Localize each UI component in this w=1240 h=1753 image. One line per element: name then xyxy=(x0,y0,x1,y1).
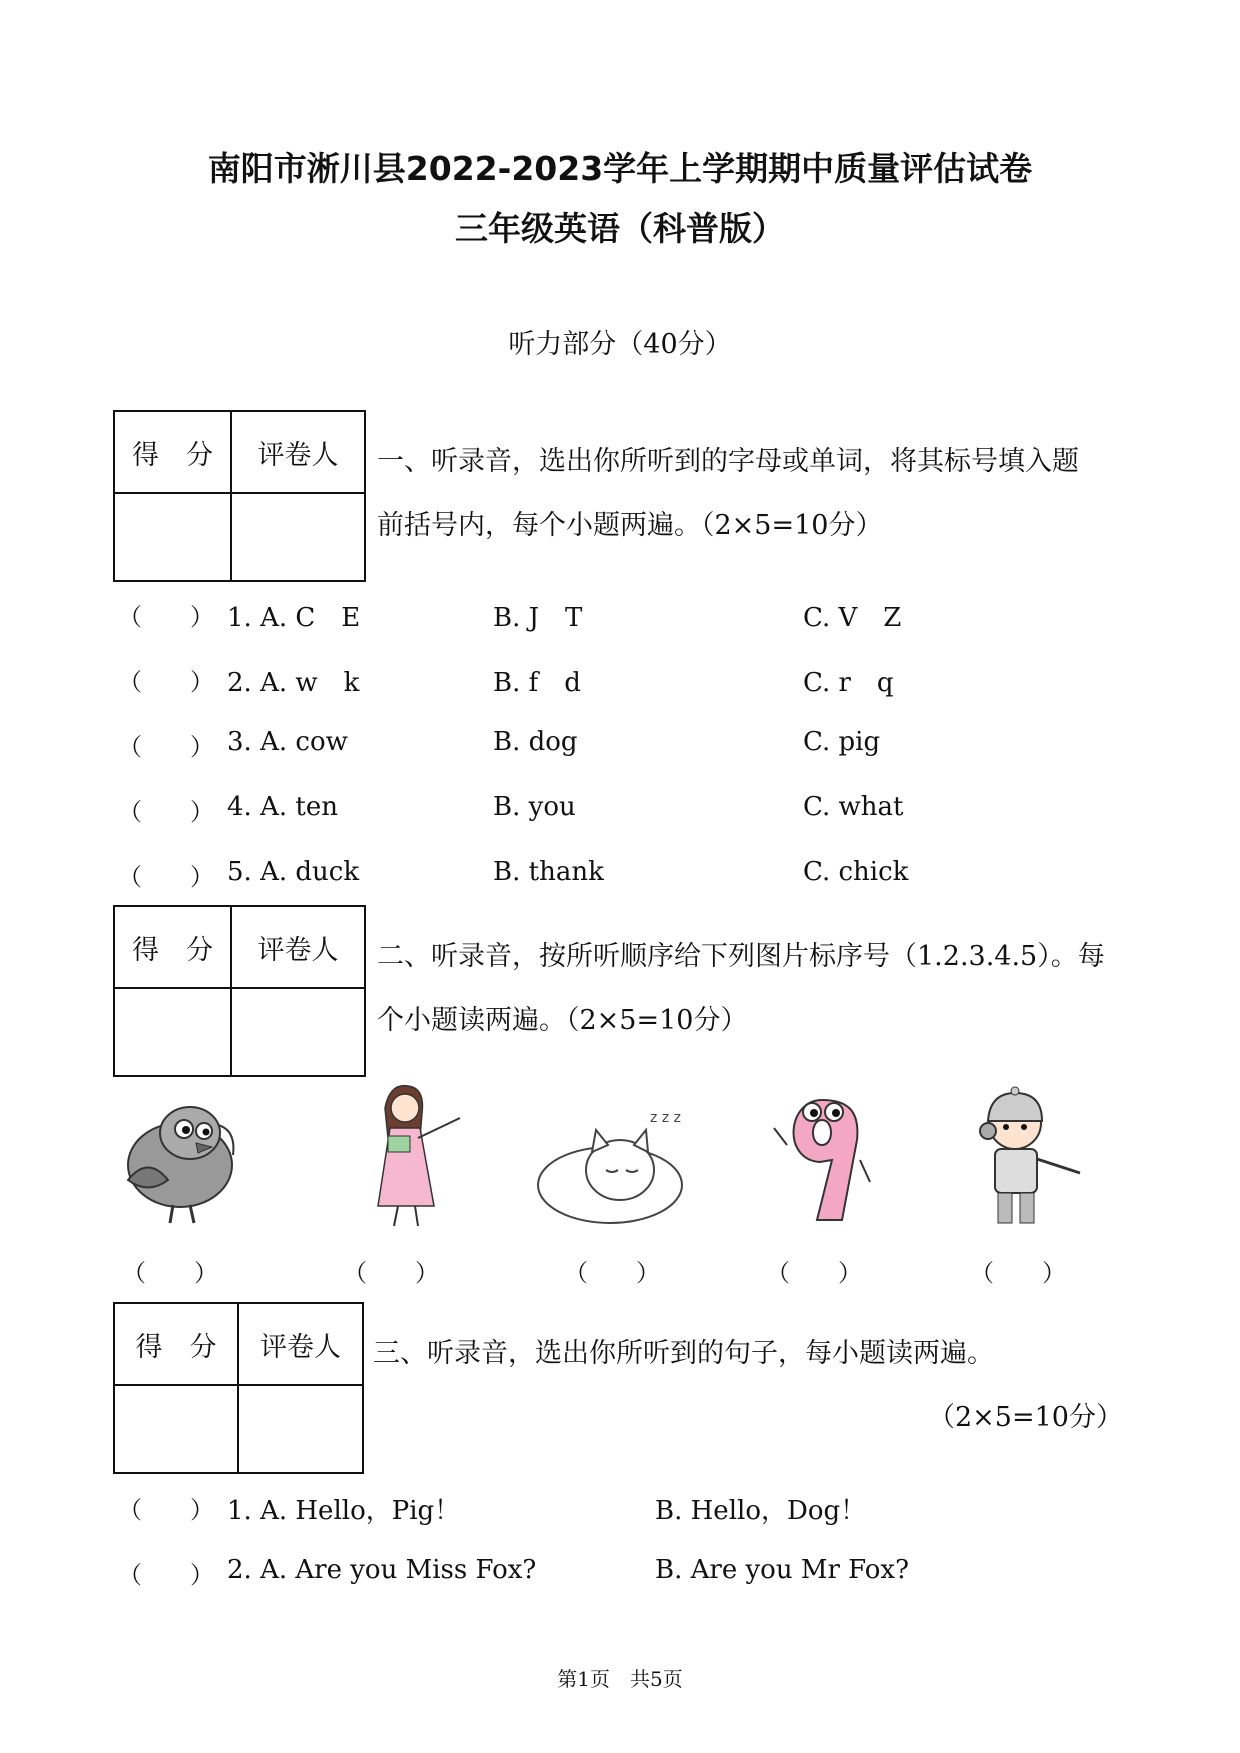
score-label: 得 分 xyxy=(114,906,231,988)
grader-label: 评卷人 xyxy=(238,1303,363,1385)
option-a: 3. A. cow xyxy=(227,727,348,757)
score-box-part2 xyxy=(113,905,366,1077)
answer-paren[interactable]: （ ） xyxy=(118,733,214,761)
grader-cell[interactable] xyxy=(231,493,365,581)
option-c: C. what xyxy=(803,792,904,822)
grader-label: 评卷人 xyxy=(231,906,365,988)
option-c: C. V Z xyxy=(803,603,902,633)
exam-subtitle: 三年级英语（科普版） xyxy=(455,209,785,248)
bird-picture xyxy=(108,1085,248,1230)
option-b: B. J T xyxy=(493,603,583,633)
option-b: B. Are you Mr Fox? xyxy=(655,1555,910,1585)
boy-picture xyxy=(960,1083,1095,1233)
cat-picture xyxy=(530,1100,700,1230)
option-c: C. chick xyxy=(803,857,909,887)
option-a: 1. A. C E xyxy=(227,603,361,633)
score-box-part3 xyxy=(113,1302,364,1474)
picture-answer-paren[interactable]: （ ） xyxy=(766,1259,862,1287)
grader-label: 评卷人 xyxy=(231,411,365,493)
grader-cell[interactable] xyxy=(231,988,365,1076)
exam-title: 南阳市淅川县2022-2023学年上学期期中质量评估试卷 xyxy=(207,149,1033,188)
picture-answer-paren[interactable]: （ ） xyxy=(343,1259,439,1287)
answer-paren[interactable]: （ ） xyxy=(118,668,214,696)
option-a: 1. A. Hello，Pig！ xyxy=(227,1496,461,1526)
teacher-picture xyxy=(360,1078,470,1233)
option-b: B. you xyxy=(493,792,576,822)
part2-instruction-line1: 二、听录音，按所听顺序给下列图片标序号（1.2.3.4.5）。每 xyxy=(377,941,1105,972)
score-label: 得 分 xyxy=(114,1303,238,1385)
picture-answer-paren[interactable]: （ ） xyxy=(122,1259,218,1287)
part3-instruction-line2: （2×5=10分） xyxy=(928,1402,1123,1433)
picture-answer-paren[interactable]: （ ） xyxy=(564,1259,660,1287)
option-a: 4. A. ten xyxy=(227,792,338,822)
part2-instruction-line2: 个小题读两遍。（2×5=10分） xyxy=(377,1005,748,1036)
option-c: C. r q xyxy=(803,668,894,698)
answer-paren[interactable]: （ ） xyxy=(118,1561,214,1589)
grader-cell[interactable] xyxy=(238,1385,363,1473)
option-a: 5. A. duck xyxy=(227,857,360,887)
picture-answer-paren[interactable]: （ ） xyxy=(970,1259,1066,1287)
score-label: 得 分 xyxy=(114,411,231,493)
score-cell[interactable] xyxy=(114,493,231,581)
option-b: B. f d xyxy=(493,668,581,698)
option-b: B. thank xyxy=(493,857,604,887)
score-box-part1 xyxy=(113,410,366,582)
answer-paren[interactable]: （ ） xyxy=(118,603,214,631)
answer-paren[interactable]: （ ） xyxy=(118,863,214,891)
number-nine-picture xyxy=(762,1090,882,1235)
option-b: B. Hello，Dog！ xyxy=(655,1496,867,1526)
option-a: 2. A. Are you Miss Fox? xyxy=(227,1555,537,1585)
score-cell[interactable] xyxy=(114,988,231,1076)
page-footer: 第1页 共5页 xyxy=(557,1667,683,1691)
option-c: C. pig xyxy=(803,727,881,757)
score-cell[interactable] xyxy=(114,1385,238,1473)
part3-instruction-line1: 三、听录音，选出你所听到的句子，每小题读两遍。 xyxy=(373,1338,994,1369)
option-b: B. dog xyxy=(493,727,578,757)
answer-paren[interactable]: （ ） xyxy=(118,1496,214,1524)
listening-section-header: 听力部分（40分） xyxy=(508,329,732,360)
part1-instruction-line2: 前括号内，每个小题两遍。（2×5=10分） xyxy=(377,510,883,541)
option-a: 2. A. w k xyxy=(227,668,360,698)
answer-paren[interactable]: （ ） xyxy=(118,798,214,826)
svg-text:z z z: z z z xyxy=(650,1110,681,1126)
part1-instruction-line1: 一、听录音，选出你所听到的字母或单词，将其标号填入题 xyxy=(377,446,1079,477)
